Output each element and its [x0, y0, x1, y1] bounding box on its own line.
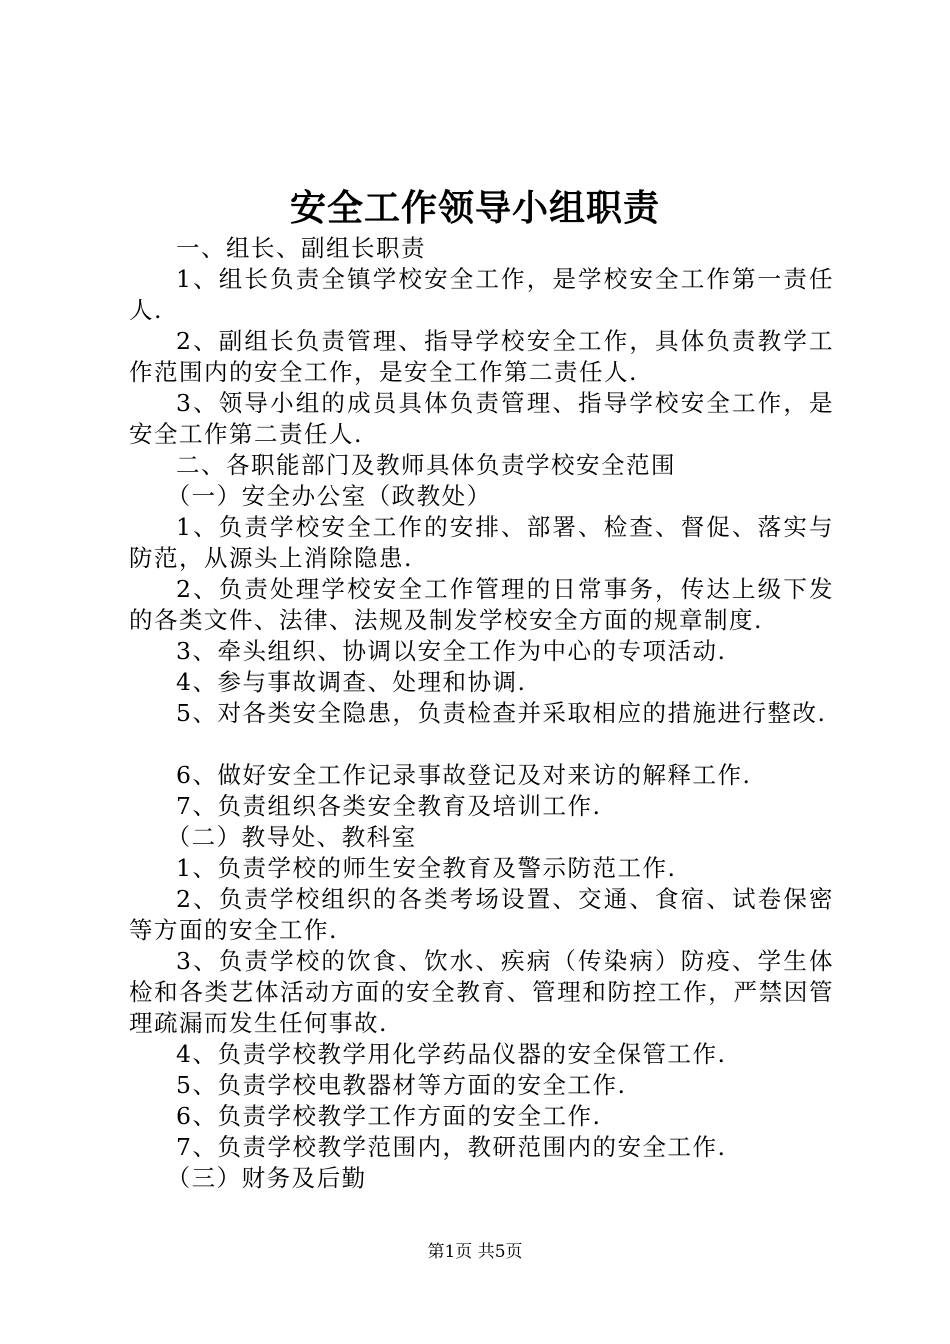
paragraph: 3、负责学校的饮食、饮水、疾病（传染病）防疫、学生体检和各类艺体活动方面的安全教育、管理和防控工作，严禁因管理疏漏而发生任何事故. — [129, 947, 834, 1037]
subsection-heading-1: （一）安全办公室（政教处） — [166, 482, 492, 510]
section-heading-2: 二、各职能部门及教师具体负责学校安全范围 — [176, 451, 676, 479]
paragraph: 1、负责学校安全工作的安排、部署、检查、督促、落实与防范，从源头上消除隐患. — [129, 513, 834, 572]
paragraph: 2、副组长负责管理、指导学校安全工作，具体负责教学工作范围内的安全工作，是安全工作第二责任人. — [129, 327, 834, 386]
section-heading-1: 一、组长、副组长职责 — [176, 234, 426, 262]
paragraph: 1、负责学校的师生安全教育及警示防范工作. — [176, 854, 677, 882]
paragraph: 5、负责学校电教器材等方面的安全工作. — [176, 1071, 627, 1099]
paragraph: 3、领导小组的成员具体负责管理、指导学校安全工作，是安全工作第二责任人. — [129, 389, 834, 448]
blank-line — [129, 729, 834, 760]
document-title: 安全工作领导小组职责 — [289, 187, 660, 229]
paragraph: 7、负责学校教学范围内，教研范围内的安全工作. — [176, 1133, 727, 1161]
paragraph: 6、做好安全工作记录事故登记及对来访的解释工作. — [176, 761, 752, 789]
subsection-heading-2: （二）教导处、教科室 — [166, 823, 417, 851]
paragraph: 1、组长负责全镇学校安全工作，是学校安全工作第一责任人. — [129, 265, 834, 324]
paragraph: 4、负责学校教学用化学药品仪器的安全保管工作. — [176, 1040, 727, 1068]
subsection-heading-3: （三）财务及后勤 — [166, 1164, 367, 1192]
paragraph: 3、牵头组织、协调以安全工作为中心的专项活动. — [176, 637, 727, 665]
page-number-footer: 第1页 共5页 — [427, 1242, 523, 1262]
paragraph: 5、对各类安全隐患，负责检查并采取相应的措施进行整改. — [176, 699, 827, 727]
paragraph: 4、参与事故调查、处理和协调. — [176, 668, 527, 696]
paragraph: 2、负责学校组织的各类考场设置、交通、食宿、试卷保密等方面的安全工作. — [129, 885, 834, 944]
document-body — [129, 233, 834, 1194]
paragraph: 7、负责组织各类安全教育及培训工作. — [176, 792, 602, 820]
paragraph: 6、负责学校教学工作方面的安全工作. — [176, 1102, 602, 1130]
paragraph: 2、负责处理学校安全工作管理的日常事务，传达上级下发的各类文件、法律、法规及制发学校安全方面的规章制度. — [129, 575, 834, 634]
